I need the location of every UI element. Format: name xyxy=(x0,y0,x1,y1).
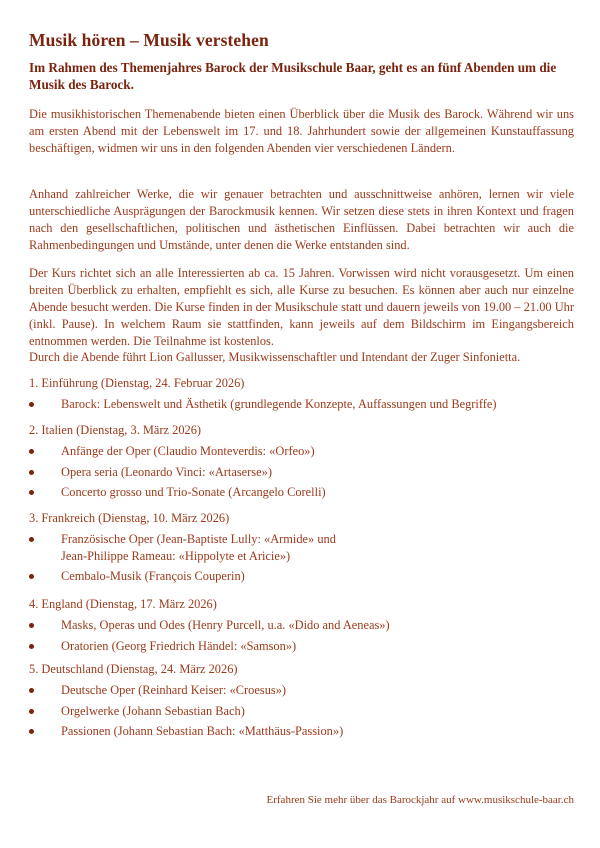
bullet-icon xyxy=(29,537,34,542)
topic-item xyxy=(29,568,574,585)
topic-text: Orgelwerke (Johann Sebastian Bach) xyxy=(61,703,245,718)
topic-text: Barock: Lebenswelt und Ästhetik (grundlegende Konzepte, Auffassungen und Begriffe) xyxy=(61,397,497,411)
course-info-paragraph: Der Kurs richtet sich an alle Interessierten ab ca. 15 Jahren. Vorwissen wird nicht vorausgesetzt. Um einen breiten Überblick zu erhalten, empfiehlt es sich, alle Kurse zu besuchen. Es können aber auch nur einzelne Abende besucht werden. Die Kurse finden in der Musikschule statt und dauern jeweils von 19.00 – 21.00 Uhr (inkl. Pause). In welchem Raum sie stattfinden, kann jeweils auf dem Bildschirm im Eingangsbereich entnommen werden. Die Teilnahme ist kostenlos. xyxy=(29,266,574,348)
topic-item xyxy=(29,464,574,481)
bullet-icon xyxy=(29,449,34,454)
session-3 xyxy=(29,510,574,585)
topic-text: Anfänge der Oper (Claudio Monteverdis: «Orfeo») xyxy=(61,444,315,458)
session-topics xyxy=(29,396,574,413)
works-paragraph: Anhand zahlreicher Werke, die wir genauer betrachten und ausschnittweise anhören, lernen wir viele unterschiedliche Ausprägungen der Barockmusik kennen. Wir setzen diese stets in ihren Kontext und fragen nach den gesellschaftlichen, politischen und ästhetischen Einflüssen. Dabei betrachten wir auch die Rahmenbedingungen und Umstände, unter denen die Werke entstanden sind. xyxy=(29,187,574,252)
bullet-icon xyxy=(29,574,34,579)
session-heading: 4. England (Dienstag, 17. März 2026) xyxy=(29,597,217,611)
topic-text: Oratorien (Georg Friedrich Händel: «Samson») xyxy=(61,638,297,653)
topic-text: Opera seria (Leonardo Vinci: «Artaserse») xyxy=(61,464,272,479)
topic-text: Französische Oper (Jean-Baptiste Lully: «Armide» und Jean-Philippe Rameau: «Hippolyte et Aricie») xyxy=(61,532,336,563)
session-5 xyxy=(29,661,574,740)
session-1 xyxy=(29,375,574,413)
bullet-icon xyxy=(29,402,34,407)
lead-paragraph: Im Rahmen des Themenjahres Barock der Musikschule Baar, geht es an fünf Abenden um die Musik des Barock. xyxy=(29,60,557,92)
intro-paragraph: Die musikhistorischen Themenabende bieten einen Überblick über die Musik des Barock. Während wir uns am ersten Abend mit der Lebenswelt im 17. und 18. Jahrhundert sowie der allgemeinen Kunstauffassung beschäftigen, widmen wir uns in den folgenden Abenden vier verschiedenen Ländern. xyxy=(29,107,574,155)
session-heading: 3. Frankreich (Dienstag, 10. März 2026) xyxy=(29,511,230,525)
topic-item xyxy=(29,443,574,460)
footer-note: Erfahren Sie mehr über das Barockjahr auf www.musikschule-baar.ch xyxy=(266,794,574,806)
page-title: Musik hören – Musik verstehen xyxy=(29,30,269,50)
presenter-paragraph: Durch die Abende führt Lion Gallusser, Musikwissenschaftler und Intendant der Zuger Sinfonietta. xyxy=(29,350,521,364)
session-2 xyxy=(29,422,574,501)
bullet-icon xyxy=(29,729,34,734)
topic-item xyxy=(29,484,574,501)
topic-text: Cembalo-Musik (François Couperin) xyxy=(61,569,245,583)
bullet-icon xyxy=(29,490,34,495)
session-4 xyxy=(29,596,574,654)
topic-item xyxy=(29,638,574,655)
topic-item xyxy=(29,682,574,699)
session-topics xyxy=(29,443,574,501)
topic-text: Masks, Operas und Odes (Henry Purcell, u.a. «Dido and Aeneas») xyxy=(61,618,390,632)
topic-text: Deutsche Oper (Reinhard Keiser: «Croesus») xyxy=(61,683,287,697)
session-topics xyxy=(29,617,574,654)
topic-item xyxy=(29,396,574,413)
topic-item xyxy=(29,723,574,740)
bullet-icon xyxy=(29,688,34,693)
session-heading: 5. Deutschland (Dienstag, 24. März 2026) xyxy=(29,662,238,676)
topic-item xyxy=(29,703,574,720)
session-heading: 1. Einführung (Dienstag, 24. Februar 2026) xyxy=(29,376,245,390)
topic-text: Passionen (Johann Sebastian Bach: «Matthäus-Passion») xyxy=(61,724,344,738)
bullet-icon xyxy=(29,709,34,714)
session-heading: 2. Italien (Dienstag, 3. März 2026) xyxy=(29,423,202,437)
topic-text: Concerto grosso und Trio-Sonate (Arcangelo Corelli) xyxy=(61,485,326,499)
topic-item xyxy=(29,531,361,564)
bullet-icon xyxy=(29,623,34,628)
session-topics xyxy=(29,531,574,585)
topic-item xyxy=(29,617,574,634)
bullet-icon xyxy=(29,644,34,649)
bullet-icon xyxy=(29,470,34,475)
session-topics xyxy=(29,682,574,740)
